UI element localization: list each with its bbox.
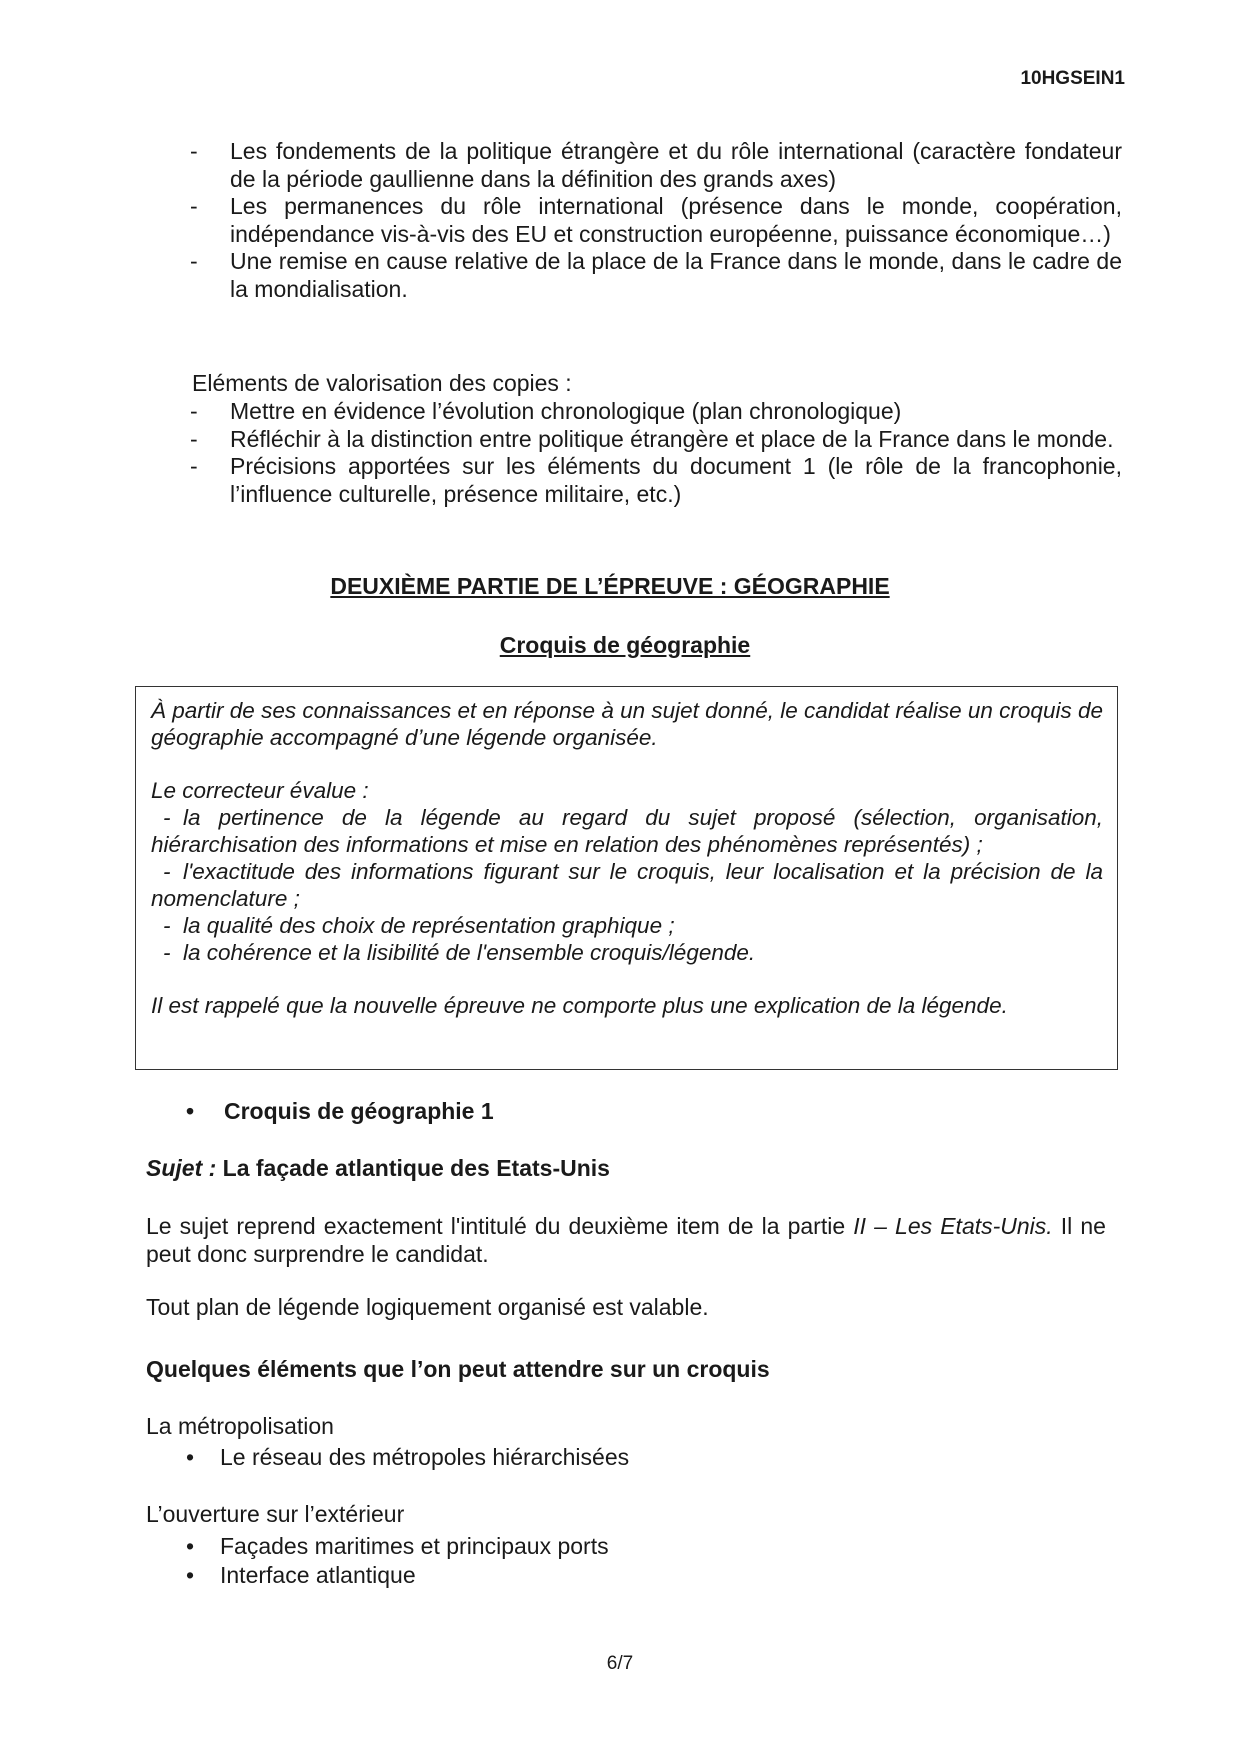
section-title: DEUXIÈME PARTIE DE L’ÉPREUVE : GÉOGRAPHIE: [330, 573, 890, 599]
valorisation-list: [190, 398, 1122, 508]
section-subtitle: Croquis de géographie: [499, 632, 751, 658]
category-title: La métropolisation: [146, 1413, 334, 1439]
document-code: 10HGSEIN1: [1020, 68, 1125, 89]
criterion-item: - la qualité des choix de représentation graphique ;: [163, 913, 675, 938]
sujet-paragraph: Le sujet reprend exactement l'intitulé du deuxième item de la partie II – Les Etats-Unis. Il ne peut donc surprendre le candidat.: [146, 1213, 1106, 1267]
list-item: - Une remise en cause relative de la place de la France dans le monde, dans le cadre de la mondialisation.: [190, 248, 1122, 303]
criterion-item: - la pertinence de la légende au regard du sujet proposé (sélection, organisation, hiérarchisation des informations et mise en relation des phénomènes représentés) ;: [151, 805, 1103, 857]
instructions-box: [135, 686, 1118, 1070]
list-item: - Réfléchir à la distinction entre politique étrangère et place de la France dans le monde.: [190, 426, 1122, 454]
category-title: L’ouverture sur l’extérieur: [146, 1501, 405, 1527]
box-intro: À partir de ses connaissances et en réponse à un sujet donné, le candidat réalise un croquis de géographie accompagné d’une légende organisée.: [151, 698, 1103, 750]
croquis-heading: • Croquis de géographie 1: [186, 1098, 494, 1124]
sujet-title: La façade atlantique des Etats-Unis: [222, 1155, 610, 1181]
page-number: 6/7: [606, 1653, 634, 1674]
plan-paragraph: Tout plan de légende logiquement organisé est valable.: [146, 1294, 709, 1320]
category-list: [186, 1443, 629, 1472]
list-item: - Les permanences du rôle international (présence dans le monde, coopération, indépendance vis-à-vis des EU et construction européenne, puissance économique…): [190, 193, 1122, 248]
box-note: Il est rappelé que la nouvelle épreuve ne comporte plus une explication de la légende.: [151, 993, 1008, 1018]
history-points-list: [190, 138, 1122, 303]
list-item: • Le réseau des métropoles hiérarchisées: [186, 1443, 629, 1472]
sujet-label: Sujet :: [146, 1155, 217, 1181]
elements-heading: Quelques éléments que l’on peut attendre sur un croquis: [146, 1356, 770, 1382]
category-list: [186, 1532, 609, 1589]
list-item: - Les fondements de la politique étrangère et du rôle international (caractère fondateur de la période gaullienne dans la définition des grands axes): [190, 138, 1122, 193]
list-item: - Mettre en évidence l’évolution chronologique (plan chronologique): [190, 398, 1122, 426]
list-item: - Précisions apportées sur les éléments du document 1 (le rôle de la francophonie, l’influence culturelle, présence militaire, etc.): [190, 453, 1122, 508]
list-item: • Façades maritimes et principaux ports: [186, 1532, 609, 1561]
sujet-line: [146, 1155, 610, 1182]
valorisation-label: Eléments de valorisation des copies :: [192, 370, 572, 396]
box-evaluator-label: Le correcteur évalue :: [151, 778, 369, 803]
criterion-item: - l'exactitude des informations figurant sur le croquis, leur localisation et la précision de la nomenclature ;: [151, 859, 1103, 911]
criterion-item: - la cohérence et la lisibilité de l'ensemble croquis/légende.: [163, 940, 756, 965]
list-item: • Interface atlantique: [186, 1561, 609, 1590]
